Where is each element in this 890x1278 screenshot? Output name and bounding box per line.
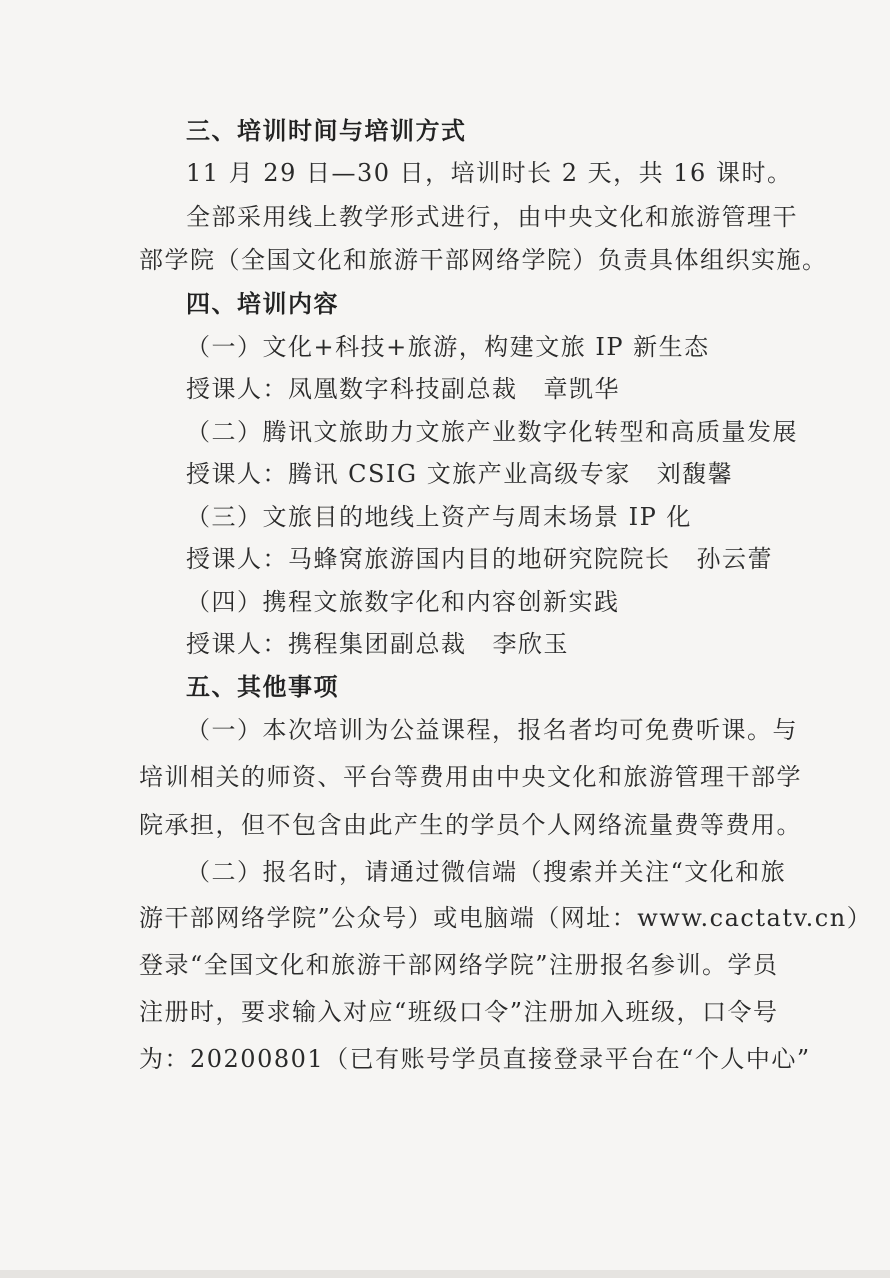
lecturer-name: 李欣玉: [492, 630, 569, 658]
course-3-title: （三）文旅目的地线上资产与周末场景 IP 化: [186, 503, 692, 531]
course-4-lecturer: [186, 629, 569, 659]
lecturer-name: 章凯华: [543, 375, 620, 403]
section-4-heading: 四、培训内容: [186, 290, 339, 318]
course-2-title: （二）腾讯文旅助力文旅产业数字化转型和高质量发展: [186, 418, 798, 446]
lecturer-name: 刘馥馨: [656, 460, 734, 488]
lecturer-label: 授课人：携程集团副总裁: [186, 630, 467, 658]
item-2-line-2: 游干部网络学院”公众号）或电脑端（网址：www.cactatv.cn）: [139, 904, 873, 932]
training-method-text-line-1: 全部采用线上教学形式进行，由中央文化和旅游管理干: [186, 203, 798, 231]
item-2-line-1: （二）报名时，请通过微信端（搜索并关注“文化和旅: [186, 858, 787, 886]
training-time-text: 11 月 29 日—30 日，培训时长 2 天，共 16 课时。: [186, 159, 793, 187]
item-2-line-5: 为：20200801（已有账号学员直接登录平台在“个人中心”: [139, 1045, 811, 1073]
item-2-line-3: 登录“全国文化和旅游干部网络学院”注册报名参训。学员: [139, 951, 779, 979]
training-method-text-line-2: 部学院（全国文化和旅游干部网络学院）负责具体组织实施。: [139, 246, 828, 274]
item-1-line-3: 院承担，但不包含由此产生的学员个人网络流量费等费用。: [139, 811, 802, 839]
section-3-heading: 三、培训时间与培训方式: [186, 117, 467, 145]
course-1-lecturer: [186, 374, 620, 404]
section-5-heading: 五、其他事项: [186, 673, 339, 701]
page-bottom-edge: [0, 1270, 890, 1278]
lecturer-label: 授课人：凤凰数字科技副总裁: [186, 375, 518, 403]
course-4-title: （四）携程文旅数字化和内容创新实践: [186, 588, 620, 616]
item-2-line-4: 注册时，要求输入对应“班级口令”注册加入班级，口令号: [139, 998, 779, 1026]
course-3-lecturer: [186, 544, 773, 574]
lecturer-name: 孙云蕾: [696, 545, 773, 573]
item-1-line-1: （一）本次培训为公益课程，报名者均可免费听课。与: [186, 716, 798, 744]
course-2-lecturer: [186, 459, 733, 489]
lecturer-label: 授课人：腾讯 CSIG 文旅产业高级专家: [186, 460, 631, 488]
lecturer-label: 授课人：马蜂窝旅游国内目的地研究院院长: [186, 545, 671, 573]
course-1-title: （一）文化+科技+旅游，构建文旅 IP 新生态: [186, 333, 710, 361]
item-1-line-2: 培训相关的师资、平台等费用由中央文化和旅游管理干部学: [139, 763, 802, 791]
